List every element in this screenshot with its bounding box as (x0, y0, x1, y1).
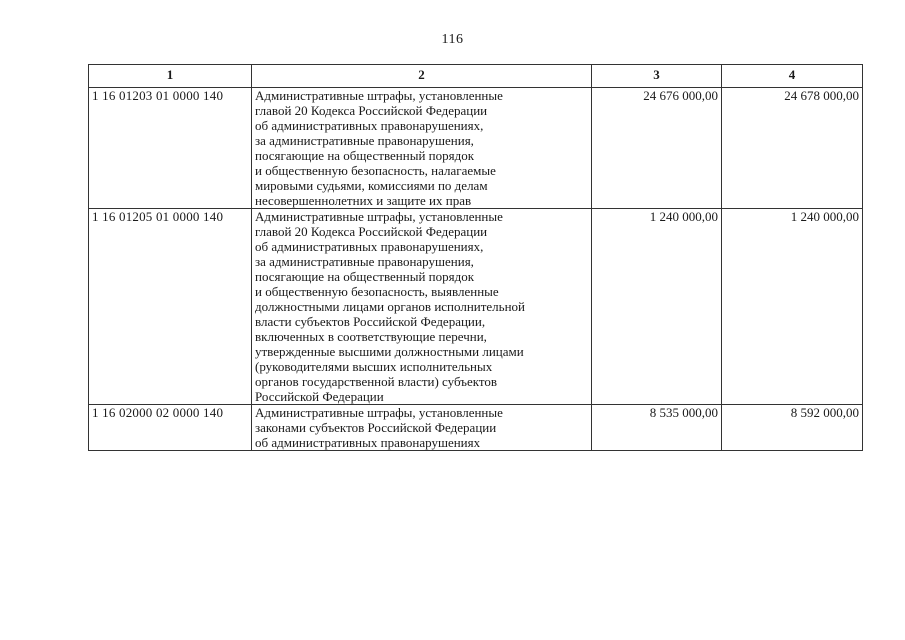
description-line: органов государственной власти) субъектов (255, 374, 498, 389)
description-line: и общественную безопасность, налагаемые (255, 163, 496, 178)
income-description (252, 209, 592, 405)
header-col-1: 1 (89, 65, 252, 88)
description-line: главой 20 Кодекса Российской Федерации (255, 103, 488, 118)
description-line: законами субъектов Российской Федерации (255, 420, 497, 435)
description-line: об административных правонарушениях (255, 435, 481, 450)
header-row (89, 65, 863, 88)
description-line: посягающие на общественный порядок (255, 269, 475, 284)
description-line: мировыми судьями, комиссиями по делам (255, 178, 488, 193)
amount-col-3: 8 535 000,00 (592, 405, 722, 451)
income-description (252, 88, 592, 209)
description-line: власти субъектов Российской Федерации, (255, 314, 486, 329)
amount-col-4: 1 240 000,00 (722, 209, 863, 405)
description-line: и общественную безопасность, выявленные (255, 284, 499, 299)
description-line: главой 20 Кодекса Российской Федерации (255, 224, 488, 239)
description-line: включенных в соответствующие перечни, (255, 329, 487, 344)
description-line: должностными лицами органов исполнительной (255, 299, 526, 314)
description-line: об административных правонарушениях, (255, 118, 484, 133)
header-col-2: 2 (252, 65, 592, 88)
description-line: Административные штрафы, установленные (255, 405, 503, 420)
table-row (89, 88, 863, 209)
amount-col-3: 1 240 000,00 (592, 209, 722, 405)
description-line: Российской Федерации (255, 389, 384, 404)
budget-code: 1 16 02000 02 0000 140 (89, 405, 252, 451)
header-col-4: 4 (722, 65, 863, 88)
description-line: посягающие на общественный порядок (255, 148, 475, 163)
description-line: за административные правонарушения, (255, 133, 474, 148)
description-line: несовершеннолетних и защите их прав (255, 193, 472, 208)
description-line: Административные штрафы, установленные (255, 209, 503, 224)
page-number: 116 (441, 32, 464, 47)
budget-code: 1 16 01203 01 0000 140 (89, 88, 252, 209)
description-line: об административных правонарушениях, (255, 239, 484, 254)
amount-col-4: 8 592 000,00 (722, 405, 863, 451)
description-line: Административные штрафы, установленные (255, 88, 503, 103)
description-line: за административные правонарушения, (255, 254, 474, 269)
description-line: утвержденные высшими должностными лицами (255, 344, 524, 359)
description-line: (руководителями высших исполнительных (255, 359, 493, 374)
budget-table (88, 64, 863, 451)
table-row (89, 405, 863, 451)
budget-code: 1 16 01205 01 0000 140 (89, 209, 252, 405)
amount-col-3: 24 676 000,00 (592, 88, 722, 209)
header-col-3: 3 (592, 65, 722, 88)
amount-col-4: 24 678 000,00 (722, 88, 863, 209)
income-description (252, 405, 592, 451)
table-row (89, 209, 863, 405)
